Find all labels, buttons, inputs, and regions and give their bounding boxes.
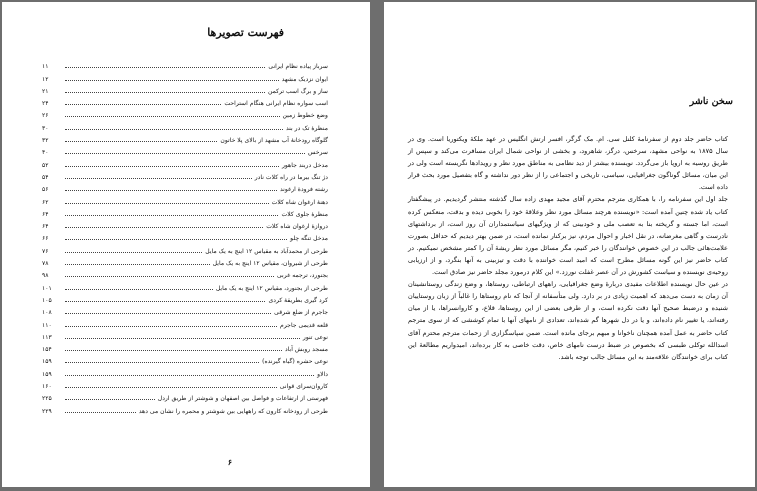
toc-dot-leader xyxy=(65,116,280,117)
toc-dot-leader xyxy=(65,313,271,314)
toc-entry xyxy=(42,255,328,267)
toc-entry xyxy=(42,279,328,291)
toc-dot-leader xyxy=(65,141,217,142)
toc-entry-label: نوعی حشره (گیاه گیرنده) xyxy=(262,358,328,366)
toc-entry-label: منظرهٔ جلوی کلات xyxy=(281,210,328,218)
toc-entry xyxy=(42,304,328,316)
toc-entry-label: اسب سواره نظام ایرانی هنگام استراحت xyxy=(224,100,328,108)
toc-entry-label: مدخل تنگه چلو xyxy=(290,235,328,243)
toc-entry-label: کاروان‌سرای قوانی xyxy=(279,383,328,391)
toc-dot-leader xyxy=(65,412,136,413)
toc-entry-page: ۲۶ xyxy=(42,112,49,120)
toc-entry-page: ۵۶ xyxy=(42,186,49,194)
toc-entry-page: ۵۲ xyxy=(42,161,49,169)
toc-dot-leader xyxy=(65,276,274,277)
left-page-list-of-illustrations xyxy=(2,2,370,487)
toc-entry xyxy=(42,58,328,70)
toc-entry xyxy=(42,329,328,341)
toc-entry-label: رشته فرودهٔ ارغوند xyxy=(279,186,328,194)
toc-entry-page: ۱۱۳ xyxy=(42,333,52,341)
toc-entry-page: ۴۰ xyxy=(42,149,49,157)
toc-entry-label: طرحی از محمدآباد به مقیاس ۱۲ اینچ به یک مایل xyxy=(205,247,328,255)
toc-dot-leader xyxy=(65,215,278,216)
toc-entry xyxy=(42,353,328,365)
toc-entry-label: ساز و برگ اسب ترکمن xyxy=(267,87,328,95)
note-paragraph: کتاب حاضر جلد دوم از سفرنامهٔ کلنل سی. ام. مک گرگر، افسر ارتش انگلیس در عهد ملکهٔ ویکتوریا است. وی در سال ۱۸۷۵ به نواحی مشهد، سرخس، درگز، شاهرود، و بخشی از نواحی شمال ایران مسافرت می‌کند و سپس از طریق روسیه به اروپا باز می‌گردد. نویسنده بیشتر از دید نظامی به مناطق مورد نظر و رویدادها نگریسته است ولی در این میان، مسائل گوناگون جغرافیایی، سیاسی، تاریخی و اجتماعی را از نظر دور نداشته و گاه بتفصیل مورد بحث قرار داده است. xyxy=(408,135,728,192)
toc-entry-page: ۱۰۵ xyxy=(42,296,52,304)
toc-entry-label: سرباز پیاده نظام ایرانی xyxy=(268,63,328,71)
page-number: ۶ xyxy=(227,457,232,467)
toc-dot-leader xyxy=(65,239,287,240)
note-paragraph: در عین حال نویسنده اطلاعات مفیدی دربارهٔ وضع جغرافیایی، راههای ارتباطی، روستاها، و وضع زندگی روستانشینان آن زمان به دست می‌دهد که اهمیت زیادی در بر دارد. ولی متأسفانه از آنجا که نام روستاها را غالباً از زبان روستاییان شنیده و درضبط صحیح آنها دقت نکرده است، و از طرفی بعضی از این روستاها، قلاع، و کاروانسراها، یا از میان رفته‌اند، یا تغییر نام داده‌اند، و یا در دل شهرها گم شده‌اند، تعدادی از نامهای آنها با تمام کوششی که از سوی مترجم کتاب حاضر به عمل آمده همچنان ناخوانا و مبهم برجای مانده است. ضمن سپاسگزاری از زحمات مترجم محترم آقای اسدالله توکلی طبسی که بخصوص در ضبط درست نامهای خاص، دقت خاصی به کار برده‌اند، امیدواریم مطالعهٔ این کتاب برای خوانندگان علاقه‌مند به این مسائل جالب توجه باشد. xyxy=(408,280,728,361)
toc-entry-label: طرحی از رودخانه کارون که راههایی بین شوشتر و محمره را نشان می دهد xyxy=(138,407,328,415)
toc-entry-page: ۶۲ xyxy=(42,198,49,206)
toc-entry xyxy=(42,206,328,218)
toc-dot-leader xyxy=(65,227,263,228)
toc-entry-page: ۱۱۰ xyxy=(42,321,52,329)
toc-entry-page: ۱۶۰ xyxy=(42,383,52,391)
toc-dot-leader xyxy=(65,129,283,130)
toc-entry xyxy=(42,169,328,181)
toc-entry-label: کرد گیری بطریقهٔ کردی xyxy=(268,296,328,304)
toc-entry xyxy=(42,402,328,414)
toc-entry-page: ۳۲ xyxy=(42,137,49,145)
toc-entry xyxy=(42,267,328,279)
toc-dot-leader xyxy=(65,387,277,388)
toc-dot-leader xyxy=(65,190,277,191)
toc-entry-page: ۱۵۹ xyxy=(42,358,52,366)
toc-entry-page: ۲۲۹ xyxy=(42,407,52,415)
toc-entry-label: مدخل دربند جاهور xyxy=(281,161,328,169)
toc-entry-label: قلعه قدیمی جاجرم xyxy=(280,321,328,329)
note-paragraph: جلد اول این سفرنامه را، با همکاری مترجم محترم آقای مجید مهدی زاده سال گذشته منتشر گردیدیم. در پیشگفتار کتاب یاد شده چنین آمده است: «نویسنده هرچند مسائل مورد نظر وعلاقهٔ خود را بخوبی دیده و بدقت، منعکس کرده است، اما جسته و گریخته بنا به تعصب ملی و خودبینی که از ویژگیهای سیاستمداران آن روز است، از برداشتهای نادرست و گاهی مغرضانه، در نقل اخبار و احوال مردم، نیز برکنار نمانده است، در ضمن بهتر دیدیم که حداقل بصورت علامت‌هائی جالب در این خصوص خوانندگان را خبر کنیم، مگر مسائل مورد نظر ریشهٔ آن را کمتر مشخص نمیکنیم. در کتاب حاضر نیز این گونه مسائل مطرح است که امید است خواننده با دقت و تیزبینی به آنها بنگرد، و از ارزیابی روحیه‌ی نویسنده و سیاست کشورش در آن عصر غفلت نورزد.» این کلام درمورد مجلد حاضر نیز صادق است. xyxy=(408,195,729,277)
toc-entry-page: ۷۸ xyxy=(42,260,49,268)
toc-entry-label: گلوگاه رودخانهٔ آب مشهد از بالای پلا خاتون xyxy=(220,137,328,145)
toc-entry-page: ۱۲ xyxy=(42,75,49,83)
toc-entry xyxy=(42,341,328,353)
toc-entry-label: مسجد روبش آباد xyxy=(284,346,328,354)
note-title: سخن ناشر xyxy=(689,96,733,107)
note-body xyxy=(408,133,728,363)
toc-dot-leader xyxy=(65,301,265,302)
toc-entry xyxy=(42,378,328,390)
toc-entry-label: سرخس xyxy=(307,149,328,157)
toc-entry-page: ۱۰۸ xyxy=(42,309,52,317)
toc-entry-label: منظرهٔ تک در بند xyxy=(285,124,328,132)
toc-dot-leader xyxy=(65,80,279,81)
toc-entry xyxy=(42,95,328,107)
toc-entry-page: ۷۶ xyxy=(42,247,49,255)
toc-dot-leader xyxy=(65,166,279,167)
toc-entry xyxy=(42,292,328,304)
toc-dot-leader xyxy=(65,178,252,179)
toc-entry xyxy=(42,144,328,156)
toc-dot-leader xyxy=(65,362,259,363)
toc-entry-label: ایوان نزدیک مشهد xyxy=(281,75,328,83)
toc-entry-page: ۱۵۴ xyxy=(42,346,52,354)
toc-dot-leader xyxy=(65,203,269,204)
toc-entry-label: دالاو xyxy=(317,370,328,378)
toc-entry-page: ۶۶ xyxy=(42,235,49,243)
toc-dot-leader xyxy=(65,350,282,351)
toc-entry-label: جاجرم از ضلع شرقی xyxy=(274,309,328,317)
toc-dot-leader xyxy=(65,264,210,265)
toc-dot-leader xyxy=(65,399,155,400)
toc-dot-leader xyxy=(65,289,213,290)
toc-entry xyxy=(42,230,328,242)
toc-dot-leader xyxy=(65,153,305,154)
toc-entry xyxy=(42,70,328,82)
toc-entry-page: ۲۱ xyxy=(42,87,49,95)
toc-dot-leader xyxy=(65,252,202,253)
toc-dot-leader xyxy=(65,338,300,339)
toc-entry xyxy=(42,242,328,254)
toc-entry-label: طرحی از بجنورد، مقیاس ۱۲ اینچ به یک مایل xyxy=(215,284,328,292)
toc-entry-label: نوعی تنور xyxy=(302,333,328,341)
toc-entry xyxy=(42,390,328,402)
toc-entry xyxy=(42,156,328,168)
toc-entry-page: ۶۴ xyxy=(42,210,49,218)
toc-entry-page: ۳۰ xyxy=(42,124,49,132)
toc-dot-leader xyxy=(65,92,265,93)
toc-entry xyxy=(42,83,328,95)
toc-entry-page: ۹۸ xyxy=(42,272,49,280)
toc-dot-leader xyxy=(65,375,314,376)
toc-entry-page: ۵۴ xyxy=(42,173,49,181)
toc-dot-leader xyxy=(65,67,265,68)
toc-dot-leader xyxy=(65,326,277,327)
toc-entry-page: ۱۱ xyxy=(42,63,49,71)
toc-entry xyxy=(42,365,328,377)
toc-entry xyxy=(42,218,328,230)
toc-entry-label: طرحی از شیروان، مقیاس ۱۲ اینچ به یک مایل xyxy=(212,260,328,268)
toc-entry-label: دژ تنگ بیرما در راه کلات نادر xyxy=(254,173,328,181)
toc-dot-leader xyxy=(65,104,221,105)
toc-list xyxy=(42,58,328,415)
toc-entry xyxy=(42,107,328,119)
toc-entry-page: ۲۴ xyxy=(42,100,49,108)
toc-entry-label: دهنهٔ ارغوان شاه کلات xyxy=(271,198,328,206)
toc-entry-label: فهرستی از ارتفاعات و فواصل بین اصفهان و شوشتر از طریق اردل xyxy=(157,395,328,403)
toc-entry-page: ۶۴ xyxy=(42,223,49,231)
toc-entry-page: ۱۰۱ xyxy=(42,284,52,292)
toc-entry-label: بجنورد، ترجمه غربی xyxy=(276,272,328,280)
toc-entry-page: ۱۵۹ xyxy=(42,370,52,378)
toc-entry xyxy=(42,181,328,193)
toc-entry xyxy=(42,316,328,328)
right-page-publisher-note xyxy=(384,2,755,487)
toc-entry xyxy=(42,193,328,205)
toc-entry-label: وضع خطوط زمین xyxy=(282,112,328,120)
toc-entry-page: ۲۲۵ xyxy=(42,395,52,403)
toc-entry-label: دروازهٔ ارغوان شاه کلات xyxy=(266,223,328,231)
toc-title: فهرست تصویرها xyxy=(207,26,284,39)
toc-entry xyxy=(42,132,328,144)
toc-entry xyxy=(42,119,328,131)
